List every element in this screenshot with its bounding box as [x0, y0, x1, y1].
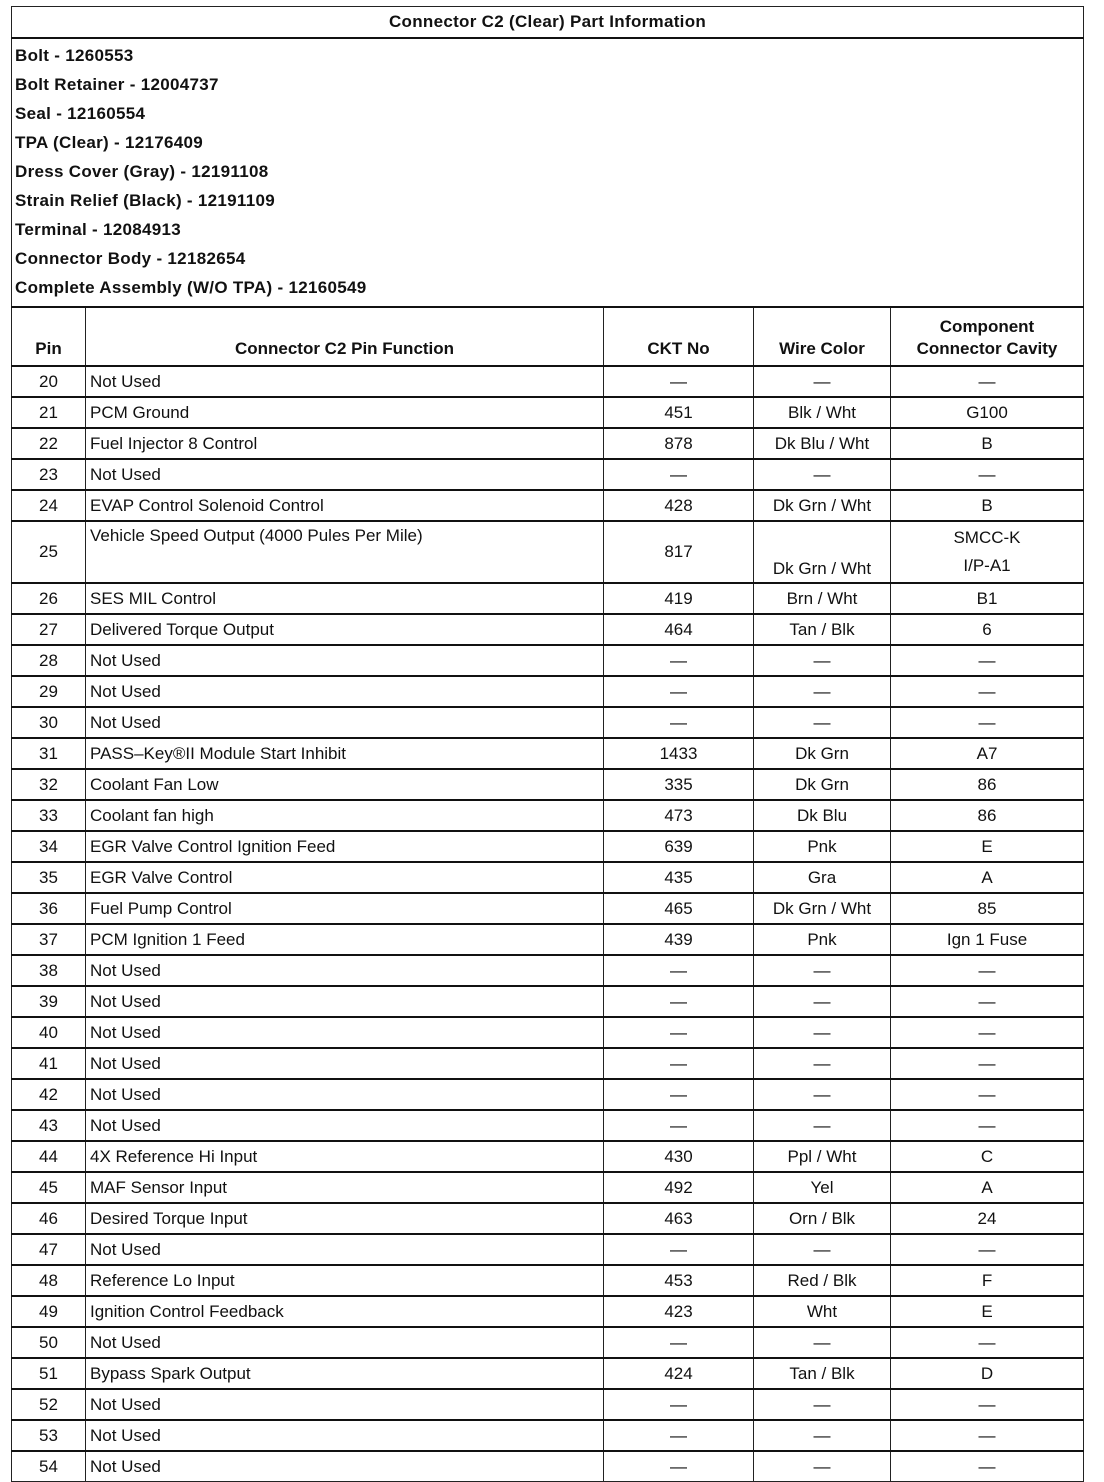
table-row [12, 676, 1084, 707]
pin-cell: 31 [12, 738, 86, 769]
cavity-cell: — [891, 459, 1084, 490]
pin-cell: 36 [12, 893, 86, 924]
wire-color-cell: Pnk [754, 831, 891, 862]
table-row [12, 1079, 1084, 1110]
ckt-cell: 430 [604, 1141, 754, 1172]
wire-color-cell: Dk Grn [754, 738, 891, 769]
table-row [12, 1017, 1084, 1048]
cavity-cell: — [891, 645, 1084, 676]
cavity-cell: — [891, 1327, 1084, 1358]
part-item: Connector Body - 12182654 [15, 249, 246, 268]
pin-rows [12, 366, 1084, 1482]
pin-cell: 24 [12, 490, 86, 521]
table-row [12, 490, 1084, 521]
cavity-cell: B1 [891, 583, 1084, 614]
table-row [12, 924, 1084, 955]
wire-color-cell: Brn / Wht [754, 583, 891, 614]
table-row [12, 738, 1084, 769]
function-cell: Coolant Fan Low [86, 769, 604, 800]
pin-cell: 52 [12, 1389, 86, 1420]
pin-cell: 26 [12, 583, 86, 614]
pin-cell: 22 [12, 428, 86, 459]
pin-cell: 25 [12, 521, 86, 583]
wire-color-cell: Blk / Wht [754, 397, 891, 428]
function-cell: Coolant fan high [86, 800, 604, 831]
wire-color-cell: Dk Blu [754, 800, 891, 831]
pin-cell: 34 [12, 831, 86, 862]
wire-color-cell: Gra [754, 862, 891, 893]
pin-cell: 43 [12, 1110, 86, 1141]
pin-cell: 38 [12, 955, 86, 986]
pin-cell: 27 [12, 614, 86, 645]
table-row [12, 521, 1084, 583]
wire-color-cell: Orn / Blk [754, 1203, 891, 1234]
table-row [12, 645, 1084, 676]
cavity-cell: — [891, 366, 1084, 397]
function-cell: Not Used [86, 1110, 604, 1141]
wire-color-cell: Tan / Blk [754, 614, 891, 645]
table-row [12, 800, 1084, 831]
ckt-cell: 473 [604, 800, 754, 831]
table-row [12, 397, 1084, 428]
cavity-cell: 86 [891, 800, 1084, 831]
function-cell: MAF Sensor Input [86, 1172, 604, 1203]
pin-cell: 37 [12, 924, 86, 955]
ckt-cell: 335 [604, 769, 754, 800]
cavity-cell: A [891, 862, 1084, 893]
wire-color-cell: Yel [754, 1172, 891, 1203]
ckt-cell: 424 [604, 1358, 754, 1389]
function-cell: Not Used [86, 1420, 604, 1451]
ckt-cell: 492 [604, 1172, 754, 1203]
table-row [12, 366, 1084, 397]
function-cell: 4X Reference Hi Input [86, 1141, 604, 1172]
ckt-cell: — [604, 676, 754, 707]
function-cell: Not Used [86, 459, 604, 490]
table-row [12, 862, 1084, 893]
wire-color-cell: — [754, 1451, 891, 1482]
pin-cell: 41 [12, 1048, 86, 1079]
cavity-line: I/P-A1 [963, 556, 1011, 575]
part-item: TPA (Clear) - 12176409 [15, 133, 204, 152]
wire-color-cell: — [754, 1079, 891, 1110]
cavity-cell: F [891, 1265, 1084, 1296]
wire-color-cell: — [754, 1327, 891, 1358]
column-header-wire-color: Wire Color [754, 307, 891, 366]
table-row [12, 1234, 1084, 1265]
column-header-cavity [891, 307, 1084, 366]
cavity-cell: C [891, 1141, 1084, 1172]
parts-list [12, 38, 1084, 307]
table-row [12, 707, 1084, 738]
table-row [12, 1110, 1084, 1141]
function-cell: Not Used [86, 955, 604, 986]
cavity-cell: 85 [891, 893, 1084, 924]
ckt-cell: — [604, 1389, 754, 1420]
table-title: Connector C2 (Clear) Part Information [12, 7, 1084, 39]
part-item: Seal - 12160554 [15, 104, 146, 123]
function-cell: PCM Ground [86, 397, 604, 428]
pin-cell: 30 [12, 707, 86, 738]
part-item: Complete Assembly (W/O TPA) - 12160549 [15, 278, 367, 297]
ckt-cell: 817 [604, 521, 754, 583]
wire-color-cell: — [754, 645, 891, 676]
pin-cell: 48 [12, 1265, 86, 1296]
pin-cell: 40 [12, 1017, 86, 1048]
ckt-cell: — [604, 1017, 754, 1048]
connector-c2-document [11, 6, 1083, 1482]
function-cell: Not Used [86, 1234, 604, 1265]
cavity-cell: A [891, 1172, 1084, 1203]
wire-color-cell: — [754, 1017, 891, 1048]
cavity-header-line1: Component [939, 317, 1035, 336]
pin-cell: 46 [12, 1203, 86, 1234]
function-cell: Delivered Torque Output [86, 614, 604, 645]
ckt-cell: — [604, 1420, 754, 1451]
cavity-cell: G100 [891, 397, 1084, 428]
function-cell: PASS–Key®II Module Start Inhibit [86, 738, 604, 769]
column-header-row [12, 307, 1084, 366]
table-row [12, 459, 1084, 490]
table-row [12, 583, 1084, 614]
pin-cell: 23 [12, 459, 86, 490]
function-cell: EGR Valve Control Ignition Feed [86, 831, 604, 862]
ckt-cell: — [604, 986, 754, 1017]
pin-cell: 54 [12, 1451, 86, 1482]
table-row [12, 1141, 1084, 1172]
wire-color-cell: — [754, 1048, 891, 1079]
ckt-cell: 453 [604, 1265, 754, 1296]
wire-color-cell: — [754, 676, 891, 707]
table-row [12, 428, 1084, 459]
ckt-cell: — [604, 366, 754, 397]
ckt-cell: — [604, 645, 754, 676]
ckt-cell: 419 [604, 583, 754, 614]
table-row [12, 769, 1084, 800]
ckt-cell: — [604, 1110, 754, 1141]
wire-color-cell: — [754, 707, 891, 738]
table-row [12, 1451, 1084, 1482]
wire-color-cell: — [754, 1110, 891, 1141]
wire-color-cell: — [754, 459, 891, 490]
cavity-cell: — [891, 1048, 1084, 1079]
pin-cell: 50 [12, 1327, 86, 1358]
pin-cell: 53 [12, 1420, 86, 1451]
wire-color-cell: — [754, 986, 891, 1017]
table-row [12, 1358, 1084, 1389]
cavity-cell: E [891, 831, 1084, 862]
table-row [12, 1327, 1084, 1358]
function-cell: Not Used [86, 1079, 604, 1110]
wire-color-cell: Red / Blk [754, 1265, 891, 1296]
wire-color-cell: Dk Grn / Wht [754, 490, 891, 521]
cavity-cell: — [891, 1420, 1084, 1451]
wire-color-cell: — [754, 1234, 891, 1265]
column-header-ckt: CKT No [604, 307, 754, 366]
function-cell: EVAP Control Solenoid Control [86, 490, 604, 521]
ckt-cell: — [604, 459, 754, 490]
pin-cell: 39 [12, 986, 86, 1017]
function-cell: PCM Ignition 1 Feed [86, 924, 604, 955]
ckt-cell: 639 [604, 831, 754, 862]
ckt-cell: 465 [604, 893, 754, 924]
cavity-cell: — [891, 1017, 1084, 1048]
table-row [12, 831, 1084, 862]
table-row [12, 1203, 1084, 1234]
table-row [12, 955, 1084, 986]
function-cell: Not Used [86, 366, 604, 397]
function-cell: Reference Lo Input [86, 1265, 604, 1296]
cavity-cell [891, 521, 1084, 583]
function-cell: Not Used [86, 986, 604, 1017]
ckt-cell: — [604, 1048, 754, 1079]
ckt-cell: 878 [604, 428, 754, 459]
table-row [12, 893, 1084, 924]
pin-cell: 21 [12, 397, 86, 428]
cavity-cell: 6 [891, 614, 1084, 645]
cavity-cell: — [891, 986, 1084, 1017]
table-row [12, 1265, 1084, 1296]
function-cell: Not Used [86, 645, 604, 676]
function-cell: Not Used [86, 1389, 604, 1420]
function-cell: Not Used [86, 676, 604, 707]
function-cell: Not Used [86, 1048, 604, 1079]
cavity-cell: — [891, 1389, 1084, 1420]
table-row [12, 1420, 1084, 1451]
cavity-cell: E [891, 1296, 1084, 1327]
part-item: Terminal - 12084913 [15, 220, 182, 239]
cavity-cell: — [891, 676, 1084, 707]
cavity-cell: 86 [891, 769, 1084, 800]
function-cell: SES MIL Control [86, 583, 604, 614]
wire-color-cell: Dk Grn / Wht [754, 521, 891, 583]
ckt-cell: — [604, 1079, 754, 1110]
function-cell: Fuel Injector 8 Control [86, 428, 604, 459]
table-row [12, 1296, 1084, 1327]
cavity-cell: — [891, 1110, 1084, 1141]
ckt-cell: 464 [604, 614, 754, 645]
wire-color-cell: Dk Grn / Wht [754, 893, 891, 924]
table-row [12, 986, 1084, 1017]
table-row [12, 1172, 1084, 1203]
wire-color-cell: — [754, 955, 891, 986]
table-row [12, 614, 1084, 645]
pin-cell: 47 [12, 1234, 86, 1265]
function-cell: Not Used [86, 1017, 604, 1048]
pin-cell: 51 [12, 1358, 86, 1389]
column-header-function: Connector C2 Pin Function [86, 307, 604, 366]
column-header-pin: Pin [12, 307, 86, 366]
function-cell: Desired Torque Input [86, 1203, 604, 1234]
part-item: Bolt - 1260553 [15, 46, 134, 65]
pin-cell: 45 [12, 1172, 86, 1203]
function-cell: Not Used [86, 707, 604, 738]
part-item: Dress Cover (Gray) - 12191108 [15, 162, 269, 181]
ckt-cell: 1433 [604, 738, 754, 769]
cavity-line: SMCC-K [953, 528, 1021, 547]
cavity-cell: — [891, 707, 1084, 738]
function-cell: Vehicle Speed Output (4000 Pules Per Mile) [86, 521, 604, 583]
pin-cell: 28 [12, 645, 86, 676]
cavity-cell: B [891, 428, 1084, 459]
cavity-cell: D [891, 1358, 1084, 1389]
ckt-cell: — [604, 955, 754, 986]
pin-cell: 29 [12, 676, 86, 707]
ckt-cell: 439 [604, 924, 754, 955]
table-row [12, 1048, 1084, 1079]
cavity-cell: Ign 1 Fuse [891, 924, 1084, 955]
pin-cell: 42 [12, 1079, 86, 1110]
pin-cell: 49 [12, 1296, 86, 1327]
part-item: Bolt Retainer - 12004737 [15, 75, 219, 94]
pin-cell: 20 [12, 366, 86, 397]
wire-color-cell: — [754, 366, 891, 397]
ckt-cell: 451 [604, 397, 754, 428]
cavity-cell: 24 [891, 1203, 1084, 1234]
function-cell: Not Used [86, 1327, 604, 1358]
cavity-cell: — [891, 1234, 1084, 1265]
function-cell: EGR Valve Control [86, 862, 604, 893]
ckt-cell: 435 [604, 862, 754, 893]
wire-color-cell: — [754, 1389, 891, 1420]
pin-cell: 44 [12, 1141, 86, 1172]
ckt-cell: — [604, 707, 754, 738]
ckt-cell: 463 [604, 1203, 754, 1234]
cavity-cell: — [891, 1079, 1084, 1110]
table-row [12, 1389, 1084, 1420]
ckt-cell: — [604, 1451, 754, 1482]
pin-cell: 32 [12, 769, 86, 800]
function-cell: Ignition Control Feedback [86, 1296, 604, 1327]
function-cell: Not Used [86, 1451, 604, 1482]
part-information-table [11, 6, 1084, 1482]
function-cell: Bypass Spark Output [86, 1358, 604, 1389]
ckt-cell: — [604, 1234, 754, 1265]
cavity-cell: — [891, 955, 1084, 986]
wire-color-cell: Dk Grn [754, 769, 891, 800]
ckt-cell: 423 [604, 1296, 754, 1327]
wire-color-cell: Pnk [754, 924, 891, 955]
wire-color-cell: — [754, 1420, 891, 1451]
pin-cell: 35 [12, 862, 86, 893]
wire-color-cell: Ppl / Wht [754, 1141, 891, 1172]
ckt-cell: 428 [604, 490, 754, 521]
wire-color-cell: Tan / Blk [754, 1358, 891, 1389]
cavity-header-line2: Connector Cavity [916, 339, 1058, 358]
part-item: Strain Relief (Black) - 12191109 [15, 191, 276, 210]
cavity-cell: B [891, 490, 1084, 521]
cavity-cell: A7 [891, 738, 1084, 769]
ckt-cell: — [604, 1327, 754, 1358]
function-cell: Fuel Pump Control [86, 893, 604, 924]
cavity-cell: — [891, 1451, 1084, 1482]
wire-color-cell: Wht [754, 1296, 891, 1327]
pin-cell: 33 [12, 800, 86, 831]
wire-color-cell: Dk Blu / Wht [754, 428, 891, 459]
